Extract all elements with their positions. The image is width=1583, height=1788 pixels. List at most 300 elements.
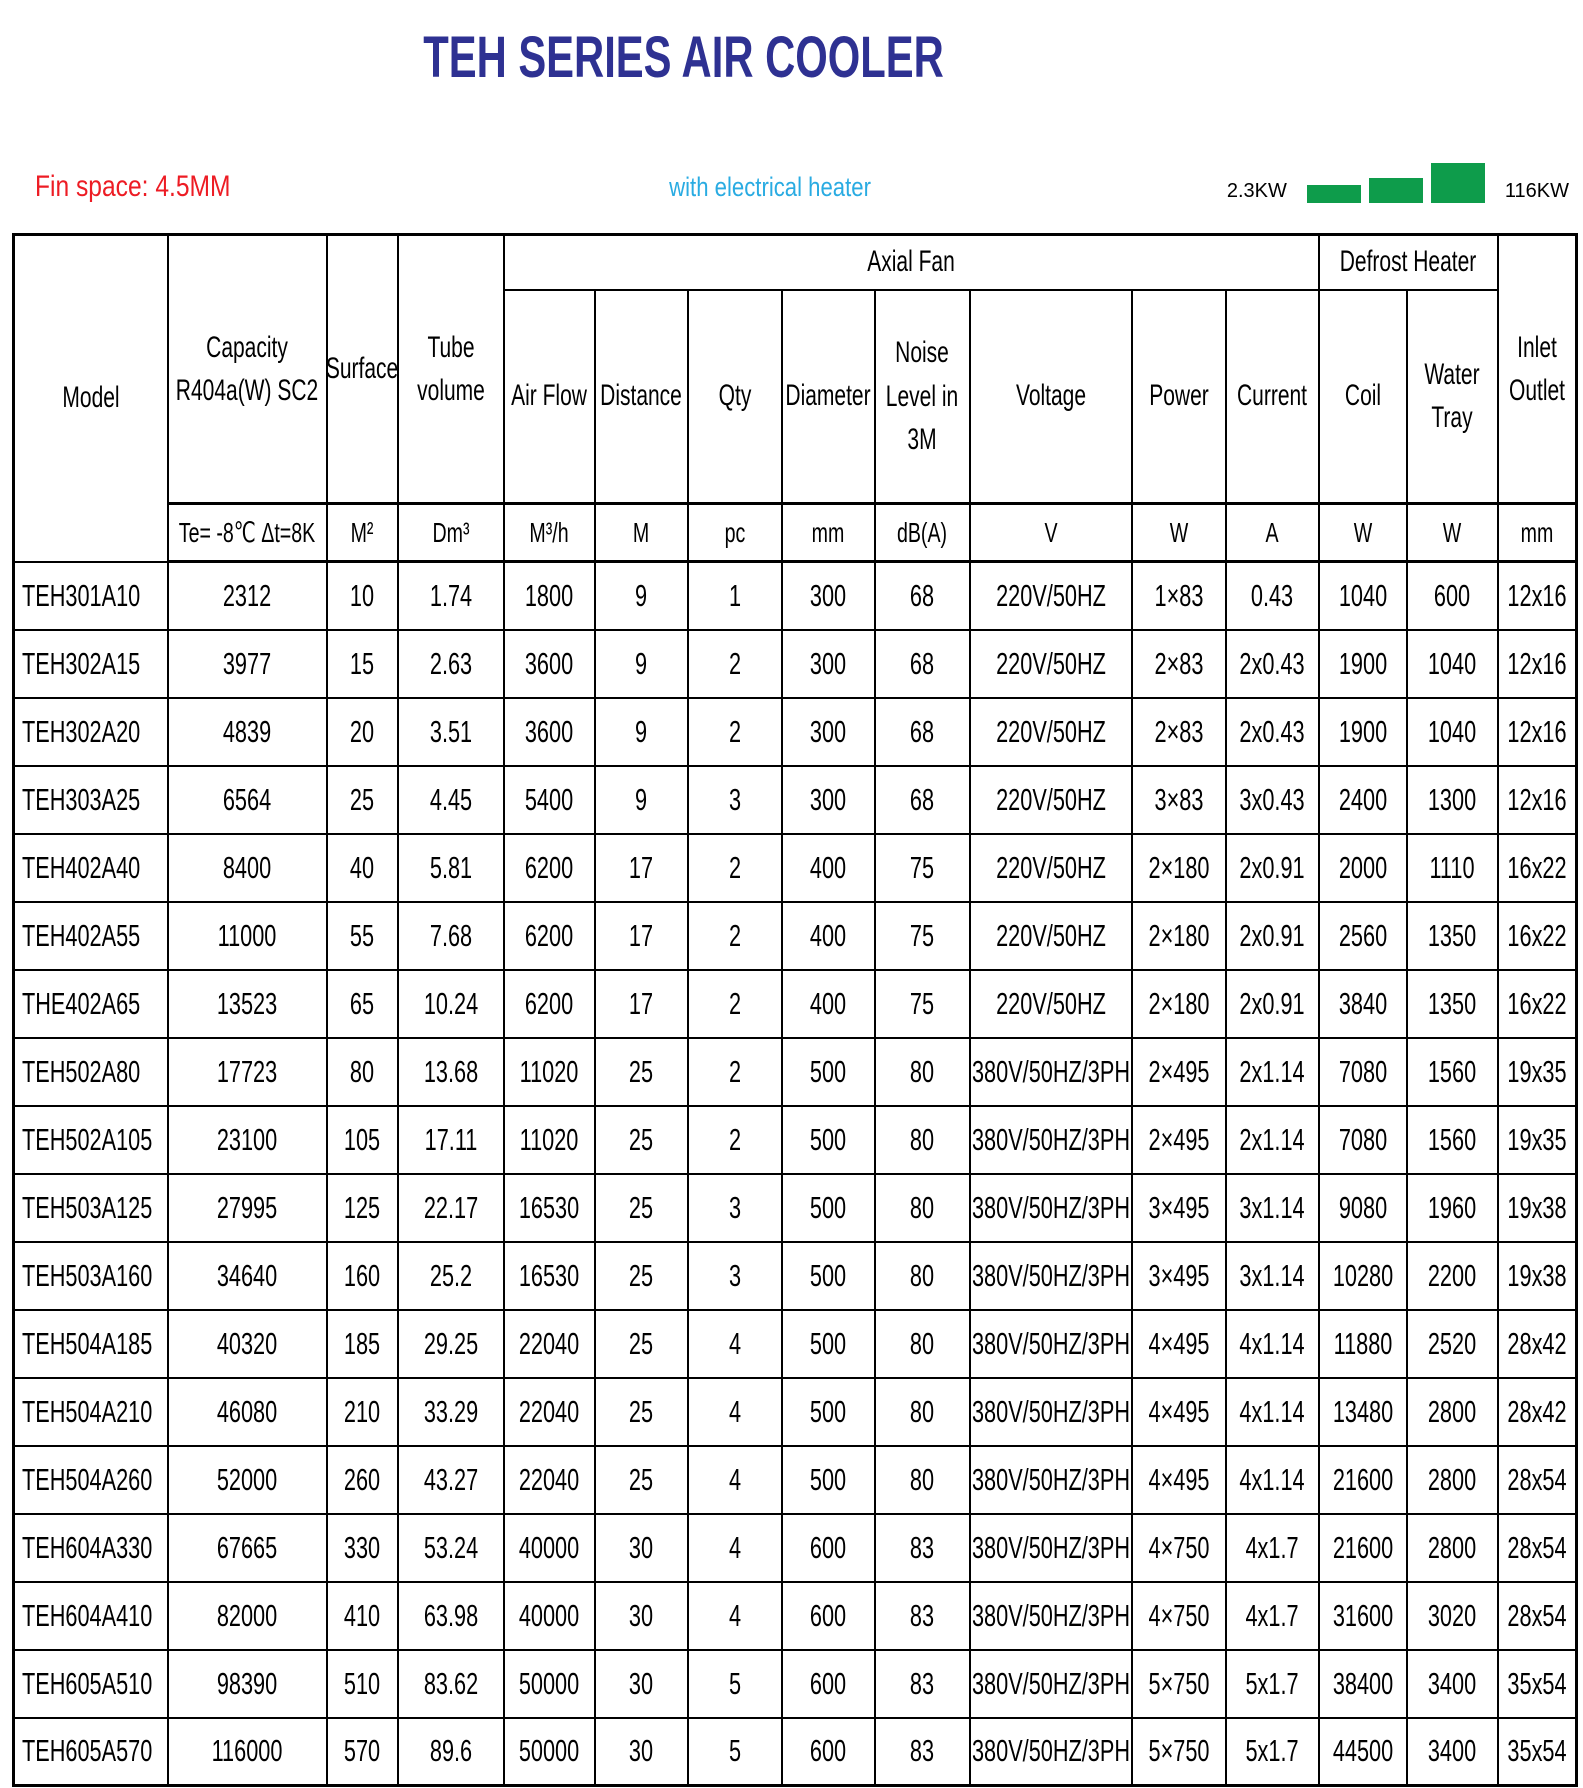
spec-cell — [1498, 1378, 1577, 1446]
model-cell — [14, 766, 168, 834]
cell-text: 1.74 — [429, 577, 472, 613]
spec-cell — [595, 562, 688, 630]
spec-cell — [970, 1378, 1132, 1446]
spec-cell — [504, 1242, 595, 1310]
spec-cell — [970, 698, 1132, 766]
spec-cell — [1407, 562, 1498, 630]
cell-text: 52000 — [216, 1461, 278, 1497]
cell-text: 500 — [809, 1257, 847, 1293]
cell-text: 22.17 — [423, 1189, 478, 1225]
column-header-water-tray-text: Water Tray — [1424, 357, 1480, 435]
spec-cell — [327, 1514, 398, 1582]
spec-cell — [688, 1106, 782, 1174]
spec-cell — [1319, 834, 1407, 902]
spec-cell — [168, 1310, 327, 1378]
spec-cell — [504, 1106, 595, 1174]
column-header-voltage-text: Voltage — [1015, 379, 1086, 413]
spec-cell — [875, 1038, 970, 1106]
spec-cell — [970, 1038, 1132, 1106]
spec-cell — [1319, 698, 1407, 766]
spec-cell — [1132, 1106, 1226, 1174]
spec-cell — [1132, 698, 1226, 766]
cell-text: 23100 — [216, 1121, 278, 1157]
cell-text: 1300 — [1427, 781, 1477, 817]
spec-cell — [327, 902, 398, 970]
spec-cell — [398, 1378, 504, 1446]
spec-cell — [1319, 630, 1407, 698]
spec-cell — [504, 1582, 595, 1650]
cell-text: 35x54 — [1507, 1733, 1567, 1769]
spec-cell — [595, 1718, 688, 1786]
cell-text: 570 — [343, 1733, 381, 1769]
cell-text: 9 — [634, 645, 648, 681]
cell-text: 11020 — [519, 1053, 579, 1089]
spec-cell — [688, 1174, 782, 1242]
cell-text: 2x0.91 — [1239, 985, 1305, 1021]
spec-cell — [168, 834, 327, 902]
spec-cell — [875, 1446, 970, 1514]
cell-text: 83 — [909, 1665, 935, 1701]
column-header-model-text: Model — [62, 381, 120, 415]
column-header-power — [1132, 290, 1226, 504]
cell-text: 600 — [1433, 577, 1471, 613]
cell-text: 7080 — [1338, 1053, 1387, 1089]
spec-cell — [327, 562, 398, 630]
cell-text: 220V/50HZ — [995, 577, 1106, 613]
spec-cell — [168, 630, 327, 698]
spec-cell — [1132, 1650, 1226, 1718]
spec-cell — [1498, 1242, 1577, 1310]
spec-cell — [782, 1106, 875, 1174]
cell-text: 53.24 — [423, 1529, 478, 1565]
cell-text: 29.25 — [423, 1325, 478, 1361]
model-cell — [14, 1718, 168, 1786]
spec-cell — [595, 698, 688, 766]
spec-cell — [1407, 834, 1498, 902]
cell-text: 380V/50HZ/3PH — [971, 1665, 1130, 1701]
spec-cell — [970, 1242, 1132, 1310]
column-header-noise-level-text: Noise Level in 3M — [885, 336, 959, 456]
spec-cell — [1226, 1242, 1319, 1310]
cell-text: 300 — [809, 781, 847, 817]
cell-text: 3×495 — [1148, 1257, 1209, 1293]
spec-cell — [1226, 766, 1319, 834]
spec-cell — [782, 902, 875, 970]
spec-cell — [1498, 1174, 1577, 1242]
column-header-diameter — [782, 290, 875, 504]
spec-cell — [595, 834, 688, 902]
spec-cell — [688, 834, 782, 902]
cell-text: 40320 — [216, 1325, 278, 1361]
spec-cell — [1498, 630, 1577, 698]
cell-text: 22040 — [518, 1325, 580, 1361]
spec-cell — [168, 970, 327, 1038]
model-cell — [14, 1174, 168, 1242]
cell-text: 4×750 — [1148, 1597, 1209, 1633]
spec-cell — [688, 1378, 782, 1446]
cell-text: TEH503A160 — [22, 1257, 153, 1293]
cell-text: 4.45 — [429, 781, 472, 817]
spec-cell — [1132, 1310, 1226, 1378]
column-header-surface-text: Surface — [325, 352, 399, 385]
cell-text: 75 — [909, 917, 935, 953]
cell-text: 12x16 — [1507, 781, 1567, 817]
spec-cell — [1132, 1582, 1226, 1650]
model-cell — [14, 562, 168, 630]
spec-cell — [327, 1378, 398, 1446]
spec-cell — [782, 970, 875, 1038]
cell-text: 3400 — [1427, 1665, 1477, 1701]
spec-cell — [595, 1174, 688, 1242]
spec-cell — [688, 1514, 782, 1582]
cell-text: TEH504A260 — [22, 1461, 153, 1497]
unit-air-flow-text: M³/h — [529, 516, 569, 548]
spec-cell — [782, 1378, 875, 1446]
spec-cell — [1407, 1446, 1498, 1514]
column-header-air-flow-text: Air Flow — [511, 379, 587, 413]
spec-cell — [1319, 1514, 1407, 1582]
cell-text: 500 — [809, 1325, 847, 1361]
cell-text: 2 — [728, 849, 741, 885]
spec-cell — [875, 1514, 970, 1582]
cell-text: 2x0.43 — [1239, 713, 1305, 749]
spec-cell — [1319, 1582, 1407, 1650]
cell-text: 3.51 — [429, 713, 472, 749]
cell-text: 2000 — [1338, 849, 1387, 885]
spec-cell — [504, 1038, 595, 1106]
spec-cell — [782, 1038, 875, 1106]
cell-text: 2 — [728, 1121, 741, 1157]
unit-voltage-text: V — [1043, 516, 1058, 548]
spec-cell — [875, 698, 970, 766]
cell-text: 30 — [628, 1733, 654, 1769]
spec-cell — [168, 1582, 327, 1650]
spec-cell — [1407, 1174, 1498, 1242]
table-row — [14, 1582, 1577, 1650]
cell-text: 3400 — [1427, 1733, 1477, 1769]
cell-text: 5x1.7 — [1245, 1733, 1299, 1769]
spec-cell — [595, 630, 688, 698]
spec-cell — [1226, 1582, 1319, 1650]
cell-text: 89.6 — [429, 1733, 472, 1769]
spec-cell — [1132, 1378, 1226, 1446]
cell-text: 3×83 — [1154, 781, 1203, 817]
spec-cell — [327, 1718, 398, 1786]
spec-cell — [782, 766, 875, 834]
unit-tube-volume — [398, 504, 504, 562]
cell-text: 380V/50HZ/3PH — [971, 1325, 1130, 1361]
cell-text: 300 — [809, 645, 847, 681]
cell-text: 1110 — [1429, 849, 1475, 885]
cell-text: 220V/50HZ — [995, 917, 1106, 953]
spec-cell — [1498, 834, 1577, 902]
cell-text: 5 — [728, 1733, 741, 1769]
unit-capacity — [168, 504, 327, 562]
cell-text: 2520 — [1427, 1325, 1477, 1361]
cell-text: 19x35 — [1507, 1053, 1567, 1089]
spec-cell — [1319, 1650, 1407, 1718]
cell-text: 1040 — [1427, 645, 1477, 681]
cell-text: 16530 — [518, 1257, 580, 1293]
cell-text: 2400 — [1338, 781, 1387, 817]
cell-text: 11880 — [1333, 1325, 1392, 1361]
spec-cell — [1226, 698, 1319, 766]
cell-text: 30 — [628, 1529, 654, 1565]
spec-cell — [595, 1242, 688, 1310]
table-row — [14, 630, 1577, 698]
group-header-defrost-heater-text: Defrost Heater — [1339, 245, 1477, 279]
column-header-surface — [327, 235, 398, 504]
spec-cell — [1226, 1650, 1319, 1718]
spec-cell — [1319, 1378, 1407, 1446]
cell-text: 400 — [809, 849, 847, 885]
cell-text: 22040 — [518, 1393, 580, 1429]
cell-text: 43.27 — [423, 1461, 478, 1497]
spec-cell — [1498, 1106, 1577, 1174]
cell-text: 105 — [343, 1121, 381, 1157]
spec-cell — [168, 902, 327, 970]
cell-text: TEH303A25 — [22, 781, 141, 817]
spec-cell — [168, 1174, 327, 1242]
cell-text: 5x1.7 — [1245, 1665, 1299, 1701]
spec-cell — [327, 1446, 398, 1514]
cell-text: TEH302A20 — [22, 713, 141, 749]
spec-cell — [1407, 1242, 1498, 1310]
cell-text: 220V/50HZ — [995, 849, 1106, 885]
spec-cell — [398, 1242, 504, 1310]
cell-text: 125 — [343, 1189, 381, 1225]
cell-text: 20 — [349, 713, 375, 749]
cell-text: TEH503A125 — [22, 1189, 153, 1225]
cell-text: 300 — [809, 577, 847, 613]
spec-cell — [1498, 1514, 1577, 1582]
unit-surface-text: M² — [350, 516, 374, 548]
column-header-inlet-outlet-text: Inlet Outlet — [1508, 330, 1565, 407]
spec-cell — [1319, 1106, 1407, 1174]
cell-text: TEH502A80 — [22, 1053, 141, 1089]
cell-text: 4x1.14 — [1239, 1325, 1305, 1361]
cell-text: 2×180 — [1148, 985, 1209, 1021]
spec-cell — [1132, 562, 1226, 630]
spec-cell — [1407, 1718, 1498, 1786]
spec-cell — [1407, 630, 1498, 698]
table-row — [14, 1106, 1577, 1174]
cell-text: 28x54 — [1507, 1597, 1567, 1633]
cell-text: 2.63 — [429, 645, 472, 681]
cell-text: 16x22 — [1507, 917, 1567, 953]
spec-cell — [1132, 1446, 1226, 1514]
spec-cell — [875, 1650, 970, 1718]
cell-text: 55 — [349, 917, 375, 953]
cell-text: 2×83 — [1154, 645, 1203, 681]
cell-text: 82000 — [216, 1597, 278, 1633]
cell-text: TEH502A105 — [22, 1121, 153, 1157]
spec-cell — [1407, 766, 1498, 834]
spec-cell — [398, 1038, 504, 1106]
cell-text: 33.29 — [423, 1393, 478, 1429]
spec-cell — [1498, 766, 1577, 834]
spec-cell — [504, 1650, 595, 1718]
spec-cell — [595, 1514, 688, 1582]
spec-cell — [595, 1446, 688, 1514]
cell-text: 1960 — [1427, 1189, 1477, 1225]
spec-cell — [1226, 1514, 1319, 1582]
spec-cell — [1407, 1514, 1498, 1582]
spec-cell — [595, 970, 688, 1038]
legend-bar-medium — [1369, 178, 1423, 203]
spec-cell — [970, 1106, 1132, 1174]
spec-cell — [1319, 902, 1407, 970]
spec-cell — [398, 1446, 504, 1514]
cell-text: 4x1.14 — [1239, 1393, 1305, 1429]
spec-cell — [595, 1582, 688, 1650]
legend-max-label: 116KW — [1504, 180, 1569, 202]
cell-text: 3600 — [524, 645, 574, 681]
cell-text: 500 — [809, 1121, 847, 1157]
spec-cell — [1226, 902, 1319, 970]
unit-coil — [1319, 504, 1407, 562]
spec-cell — [1319, 970, 1407, 1038]
cell-text: 5.81 — [429, 849, 472, 885]
unit-power — [1132, 504, 1226, 562]
cell-text: 83 — [909, 1597, 935, 1633]
cell-text: 220V/50HZ — [995, 645, 1106, 681]
spec-cell — [168, 1718, 327, 1786]
cell-text: 40000 — [518, 1597, 580, 1633]
legend-bar-large — [1431, 163, 1485, 203]
cell-text: 28x42 — [1507, 1325, 1567, 1361]
spec-cell — [398, 698, 504, 766]
spec-cell — [504, 1446, 595, 1514]
cell-text: TEH302A15 — [22, 645, 141, 681]
spec-cell — [1226, 834, 1319, 902]
cell-text: 2800 — [1427, 1393, 1477, 1429]
cell-text: TEH605A510 — [22, 1665, 153, 1701]
spec-cell — [875, 902, 970, 970]
cell-text: 4×750 — [1148, 1529, 1209, 1565]
spec-cell — [782, 1650, 875, 1718]
column-header-distance — [595, 290, 688, 504]
spec-cell — [1498, 1650, 1577, 1718]
spec-cell — [970, 1514, 1132, 1582]
cell-text: 500 — [809, 1189, 847, 1225]
cell-text: 9 — [634, 577, 648, 613]
spec-cell — [398, 970, 504, 1038]
spec-cell — [398, 902, 504, 970]
column-header-power-text: Power — [1148, 379, 1209, 413]
spec-cell — [970, 766, 1132, 834]
cell-text: 380V/50HZ/3PH — [971, 1121, 1130, 1157]
spec-cell — [1319, 1038, 1407, 1106]
cell-text: 2×495 — [1148, 1053, 1209, 1089]
spec-cell — [595, 1378, 688, 1446]
cell-text: TEH301A10 — [22, 577, 141, 613]
spec-cell — [327, 1310, 398, 1378]
cell-text: 13480 — [1332, 1393, 1393, 1429]
cell-text: 80 — [909, 1393, 935, 1429]
spec-cell — [398, 562, 504, 630]
cell-text: 1040 — [1338, 577, 1387, 613]
cell-text: 46080 — [216, 1393, 278, 1429]
column-header-qty-text: Qty — [718, 379, 751, 413]
spec-cell — [875, 1106, 970, 1174]
spec-cell — [398, 1174, 504, 1242]
spec-cell — [1498, 1582, 1577, 1650]
cell-text: 4×495 — [1148, 1461, 1209, 1497]
cell-text: 2×180 — [1148, 917, 1209, 953]
cell-text: 500 — [809, 1461, 847, 1497]
model-cell — [14, 1446, 168, 1514]
cell-text: 12x16 — [1507, 713, 1567, 749]
cell-text: 38400 — [1332, 1665, 1393, 1701]
model-cell — [14, 834, 168, 902]
table-row — [14, 562, 1577, 630]
spec-cell — [688, 630, 782, 698]
column-header-capacity — [168, 235, 327, 504]
spec-cell — [398, 766, 504, 834]
column-header-water-tray — [1407, 290, 1498, 504]
spec-cell — [970, 562, 1132, 630]
cell-text: 34640 — [216, 1257, 278, 1293]
cell-text: 2x1.14 — [1239, 1121, 1305, 1157]
spec-cell — [1226, 630, 1319, 698]
cell-text: 98390 — [216, 1665, 278, 1701]
spec-cell — [398, 1582, 504, 1650]
cell-text: 30 — [628, 1665, 654, 1701]
column-header-coil — [1319, 290, 1407, 504]
cell-text: 600 — [809, 1665, 847, 1701]
spec-cell — [327, 698, 398, 766]
spec-cell — [1319, 1446, 1407, 1514]
cell-text: 5×750 — [1148, 1733, 1209, 1769]
cell-text: 63.98 — [423, 1597, 478, 1633]
spec-cell — [504, 1310, 595, 1378]
cell-text: THE402A65 — [22, 985, 141, 1021]
cell-text: 500 — [809, 1053, 847, 1089]
cell-text: 80 — [349, 1053, 375, 1089]
spec-cell — [1498, 698, 1577, 766]
cell-text: 380V/50HZ/3PH — [971, 1053, 1130, 1089]
cell-text: 3977 — [222, 645, 272, 681]
spec-cell — [875, 1310, 970, 1378]
unit-power-text: W — [1169, 516, 1188, 548]
spec-cell — [1132, 1038, 1226, 1106]
cell-text: 68 — [909, 781, 935, 817]
spec-cell — [504, 698, 595, 766]
unit-current-text: A — [1265, 516, 1279, 548]
cell-text: 16x22 — [1507, 849, 1567, 885]
spec-cell — [327, 834, 398, 902]
table-row — [14, 970, 1577, 1038]
unit-distance-text: M — [632, 516, 650, 548]
cell-text: 17723 — [216, 1053, 278, 1089]
cell-text: 10.24 — [423, 985, 478, 1021]
page-title — [0, 24, 1366, 91]
model-cell — [14, 970, 168, 1038]
model-cell — [14, 902, 168, 970]
spec-cell — [1319, 766, 1407, 834]
cell-text: 21600 — [1332, 1529, 1393, 1565]
legend-bar-small — [1307, 185, 1361, 203]
spec-cell — [688, 970, 782, 1038]
cell-text: 80 — [909, 1121, 935, 1157]
spec-cell — [504, 970, 595, 1038]
spec-cell — [875, 970, 970, 1038]
cell-text: 5×750 — [1148, 1665, 1209, 1701]
cell-text: 44500 — [1332, 1733, 1393, 1769]
cell-text: 10280 — [1332, 1257, 1393, 1293]
cell-text: 2×495 — [1148, 1121, 1209, 1157]
